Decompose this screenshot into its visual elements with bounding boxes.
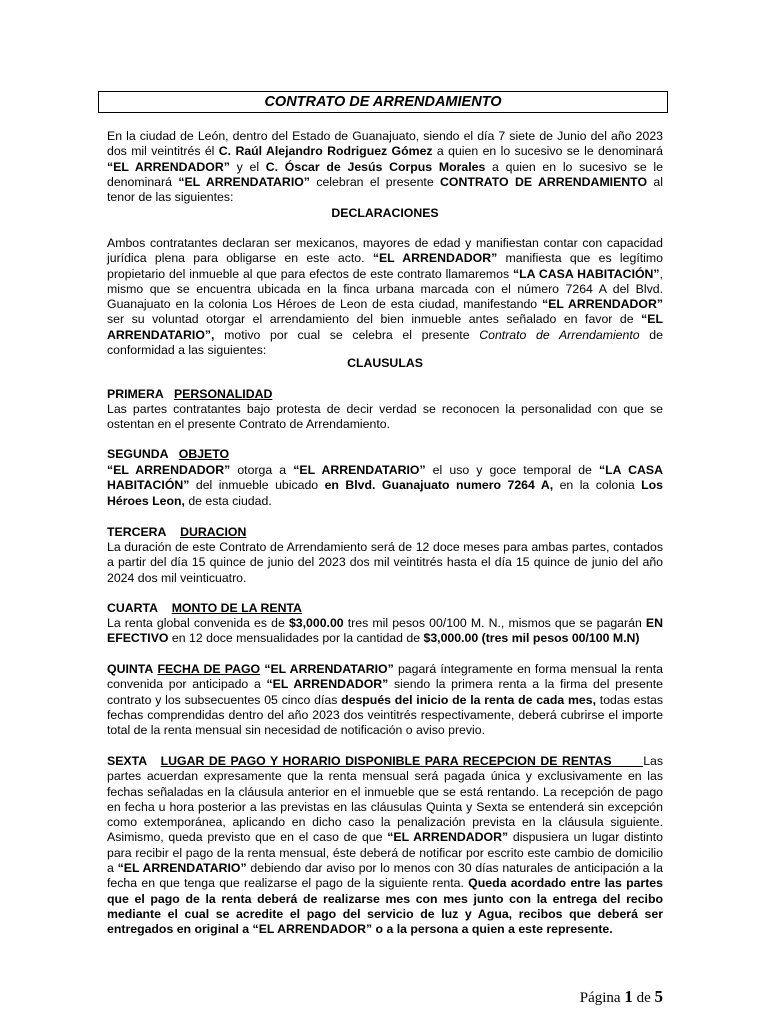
text-run: a quien en lo sucesivo se le denominará	[432, 144, 663, 159]
text-run: otorga a	[230, 463, 294, 477]
text-run: “EL ARRENDADOR”	[541, 297, 663, 312]
clause-number: CUARTA	[107, 601, 159, 615]
text-run: Queda acordado entre las partes que el pago de la renta deberá de realizarse mes con mes junto con la entrega del recibo mediante el cual se acredite el pago del servicio de luz y Agua, recibos que deberá ser entregados en original a “EL ARRENDADOR” o a la persona a quien a este represente.	[107, 876, 663, 937]
of-word: de	[636, 990, 651, 1006]
text-run: motivo por cual se celebra el presente	[214, 327, 480, 342]
clause-quinta	[107, 662, 663, 738]
text-run: de esta ciudad.	[184, 493, 272, 508]
text-run	[612, 754, 644, 768]
clause-number: SEXTA	[107, 754, 148, 768]
clause-name: OBJETO	[178, 447, 230, 461]
text-run: “EL ARRENDATARIO”	[264, 662, 394, 676]
clause-name: FECHA DE PAGO	[157, 662, 261, 676]
clause-segunda-heading	[107, 447, 663, 462]
clause-name: DURACION	[180, 525, 247, 539]
text-run: del inmueble ubicado	[189, 478, 325, 493]
text-run: dispusiera un lugar distinto para recibir el pago de la renta mensual, éste deberá de notificar por escrito este cambio de domicilio a	[107, 830, 664, 876]
page-word: Página	[579, 990, 621, 1006]
text-run: de conformidad a las siguientes:	[107, 327, 663, 358]
page-number: 1	[624, 987, 633, 1006]
text-run: La duración de este Contrato de Arrendamiento será de 12 doce meses para ambas partes, contados a partir del día 15 quince de junio del 2023 dos mil veintitrés hasta el día 15 quince de junio del año 2024 dos mil veinticuatro.	[107, 540, 663, 585]
text-run: “EL ARRENDATARIO”	[117, 861, 247, 876]
text-run: “EL ARRENDADOR”	[372, 251, 498, 266]
text-run: “LA CASA HABITACIÓN”	[107, 463, 664, 493]
text-run: Las partes contratantes bajo protesta de decir verdad se reconocen la personalidad con que se ostentan en el presente Contrato de Arrendamiento.	[107, 402, 663, 432]
page-indicator	[580, 987, 663, 1007]
text-run: La renta global convenida es de	[107, 616, 289, 630]
declaraciones-paragraph	[107, 236, 663, 358]
text-run: C. Óscar de Jesús Corpus Morales	[265, 159, 486, 174]
clause-name: PERSONALIDAD	[173, 387, 273, 401]
text-run: en 12 doce mensualidades por la cantidad de	[168, 631, 424, 646]
clause-cuarta-heading	[107, 601, 663, 616]
text-run: pagará íntegramente en forma mensual la renta convenida por anticipado a	[107, 662, 664, 692]
text-run: “EL ARRENDATARIO”,	[107, 312, 663, 342]
clause-number: PRIMERA	[107, 387, 164, 401]
text-run: a quien en lo sucesivo se le denominará	[107, 159, 663, 189]
clause-primera-body	[107, 402, 663, 433]
clause-name: MONTO DE LA RENTA	[171, 601, 302, 615]
text-run: al tenor de las siguientes:	[107, 174, 663, 205]
text-run: todas estas fechas comprendidas dentro del año 2023 dos veintitrés respectivamente, deberá cubrirse el importe total de la renta mensual sin necesidad de notificación o aviso previo.	[107, 692, 664, 738]
text-run: En la ciudad de León, dentro del Estado de Guanajuato, siendo el día 7 siete de Junio del año 2023 dos mil veintitrés él	[107, 129, 663, 159]
text-run: siendo la primera renta a la firma del presente contrato y los subsecuentes 05 cinco días	[107, 677, 663, 707]
text-run: tres mil pesos 00/100 M. N., mismos que se pagarán	[343, 616, 646, 630]
clause-name: LUGAR DE PAGO Y HORARIO DISPONIBLE PARA RECEPCION DE RENTAS	[160, 754, 612, 768]
page-total: 5	[654, 987, 663, 1006]
clause-segunda-body	[107, 463, 663, 509]
text-run: CONTRATO DE ARRENDAMIENTO	[440, 174, 648, 189]
clause-cuarta-body	[107, 616, 663, 647]
text-run: y el	[229, 159, 266, 174]
clause-primera-heading	[107, 387, 663, 402]
text-run: manifiesta que es legítimo propietario del inmueble al que para efectos de este contrato llamaremos	[107, 251, 663, 281]
clause-sexta	[107, 754, 663, 938]
clause-sexta-body	[107, 754, 663, 936]
text-run: “EL ARRENDADOR”	[266, 677, 389, 692]
text-run: celebran el presente	[309, 174, 441, 189]
clausulas-heading: CLAUSULAS	[347, 356, 423, 370]
text-run: “EL ARRENDADOR”	[387, 830, 509, 845]
clause-tercera-heading	[107, 525, 663, 540]
text-run: , mismo que se encuentra ubicada en la finca urbana marcada con el número 7264 A del Blvd. Guanajuato en la colonia Los Héroes de Leon de esta ciudad, manifestando	[107, 266, 663, 312]
text-run: ser su voluntad otorgar el arrendamiento del bien inmueble antes señalado en favor de	[107, 312, 642, 327]
text-run: “EL ARRENDADOR”	[107, 159, 230, 174]
text-run: “LA CASA HABITACIÓN”	[512, 266, 660, 281]
text-run: en Blvd. Guanajuato numero 7264 A,	[324, 478, 554, 493]
text-run: Los Héroes Leon,	[107, 478, 663, 508]
text-run: C. Raúl Alejandro Rodriguez Gómez	[218, 144, 433, 159]
text-run: Las partes acuerdan expresamente que la renta mensual será pagada única y exclusivamente en las fechas señaladas en la cláusula anterior en el inmueble que se está rentando. La recepción de pago en fecha u hora posterior a las previstas en las cláusulas Quinta y Sexta se entenderá sin excepción como extemporánea, aplicando en dicho caso la penalización prevista en la cláusula siguiente. Asimismo, queda previsto que en el caso de que	[107, 754, 664, 845]
text-run: en la colonia	[553, 478, 642, 493]
text-run: “EL ARRENDADOR”	[107, 463, 231, 477]
clause-number: QUINTA	[107, 662, 154, 676]
text-run: “EL ARRENDATARIO”	[178, 174, 310, 189]
text-run: Contrato de Arrendamiento	[479, 327, 640, 342]
intro-paragraph	[107, 129, 663, 205]
text-run: debiendo dar aviso por lo menos con 30 días naturales de anticipación a la fecha en que tenga que realizarse el pago de la siguiente renta.	[107, 861, 663, 891]
text-run: “EL ARRENDATARIO”	[293, 463, 426, 477]
text-run: Ambos contratantes declaran ser mexicanos, mayores de edad y manifiestan contar con capacidad jurídica plena para obligarse en este acto.	[107, 236, 663, 266]
declaraciones-heading: DECLARACIONES	[331, 206, 439, 220]
text-run: $3,000.00 (tres mil pesos 00/100 M.N)	[423, 631, 640, 646]
text-run: EN EFECTIVO	[107, 616, 663, 646]
clause-number: TERCERA	[107, 525, 167, 539]
clause-tercera-body	[107, 540, 663, 586]
text-run: $3,000.00	[288, 616, 344, 630]
clause-number: SEGUNDA	[107, 447, 169, 461]
contract-title: CONTRATO DE ARRENDAMIENTO	[98, 91, 668, 113]
text-run: después del inicio de la renta de cada mes,	[341, 692, 597, 707]
text-run: el uso y goce temporal de	[425, 463, 599, 477]
